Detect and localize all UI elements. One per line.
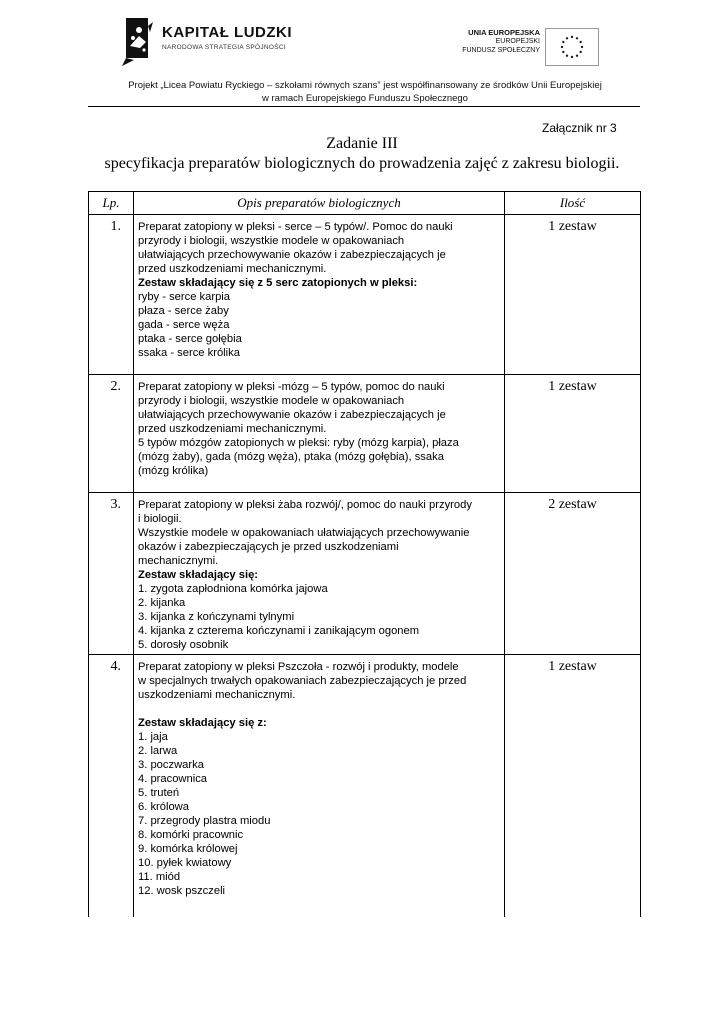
eu-union-label: UNIA EUROPEJSKA bbox=[468, 28, 540, 37]
description-line: ryby - serce karpia bbox=[138, 291, 231, 303]
set-heading: Zestaw składający się z 5 serc zatopionych w pleksi: bbox=[138, 277, 418, 289]
description-line: 12. wosk pszczeli bbox=[138, 885, 226, 897]
description-line: 9. komórka królowej bbox=[138, 843, 238, 855]
description-line: 3. poczwarka bbox=[138, 759, 204, 771]
description-line: Preparat zatopiony w pleksi żaba rozwój/, pomoc do nauki przyrody bbox=[138, 499, 472, 511]
description-line: 3. kijanka z kończynami tylnymi bbox=[138, 611, 295, 623]
row-description bbox=[134, 375, 505, 493]
annex-label: Załącznik nr 3 bbox=[542, 121, 617, 135]
row-quantity: 1 zestaw bbox=[505, 215, 641, 375]
row-number: 2. bbox=[89, 375, 134, 493]
set-heading: Zestaw składający się z: bbox=[138, 717, 267, 729]
row-description bbox=[134, 655, 505, 917]
description-line: 5. dorosły osobnik bbox=[138, 639, 229, 651]
header-description: Opis preparatów biologicznych bbox=[134, 192, 505, 215]
description-line: 2. kijanka bbox=[138, 597, 186, 609]
row-description bbox=[134, 493, 505, 655]
header-lp: Lp. bbox=[89, 192, 134, 215]
description-line: 5. truteń bbox=[138, 787, 180, 799]
table-row bbox=[89, 375, 641, 493]
description-line: przed uszkodzeniami mechanicznymi. bbox=[138, 423, 327, 435]
description-line: przyrody i biologii, wszystkie modele w opakowaniach bbox=[138, 395, 405, 407]
description-line: uszkodzeniami mechanicznymi. bbox=[138, 689, 296, 701]
description-line: (mózg żaby), gada (mózg węża), ptaka (mózg gołębia), ssaka bbox=[138, 451, 444, 463]
description-line: gada - serce węża bbox=[138, 319, 230, 331]
logo-title: KAPITAŁ LUDZKI bbox=[162, 24, 293, 41]
description-line: 7. przegrody plastra miodu bbox=[138, 815, 271, 827]
description-line: ułatwiających przechowywanie okazów i zabezpieczających je bbox=[138, 409, 446, 421]
row-number: 3. bbox=[89, 493, 134, 655]
document-subtitle: specyfikacja preparatów biologicznych do prowadzenia zajęć z zakresu biologii. bbox=[104, 155, 620, 172]
row-quantity: 2 zestaw bbox=[505, 493, 641, 655]
row-number: 4. bbox=[89, 655, 134, 917]
description-line: 2. larwa bbox=[138, 745, 178, 757]
row-number: 1. bbox=[89, 215, 134, 375]
spacer bbox=[138, 702, 500, 716]
description-line: 8. komórki pracownic bbox=[138, 829, 244, 841]
kapital-ludzki-mark-icon bbox=[120, 16, 154, 66]
specification-table bbox=[88, 191, 641, 917]
description-line: Preparat zatopiony w pleksi Pszczoła - rozwój i produkty, modele bbox=[138, 661, 459, 673]
row-quantity: 1 zestaw bbox=[505, 375, 641, 493]
description-line: 4. pracownica bbox=[138, 773, 208, 785]
description-line: ssaka - serce królika bbox=[138, 347, 240, 359]
eu-logo bbox=[448, 28, 598, 64]
description-line: 11. miód bbox=[138, 871, 181, 883]
eu-fund-label-1: EUROPEJSKI bbox=[495, 38, 540, 45]
description-line: 10. pyłek kwiatowy bbox=[138, 857, 232, 869]
description-line: okazów i zabezpieczających je przed uszkodzeniami bbox=[138, 541, 399, 553]
eu-fund-label-2: FUNDUSZ SPOŁECZNY bbox=[462, 47, 540, 54]
project-note-line-1: Projekt „Licea Powiatu Ryckiego – szkołami równych szans” jest współfinansowany ze środków Unii Europejskiej bbox=[128, 80, 602, 91]
description-line: 5 typów mózgów zatopionych w pleksi: ryby (mózg karpia), płaza bbox=[138, 437, 459, 449]
table-row bbox=[89, 493, 641, 655]
description-line: 6. królowa bbox=[138, 801, 189, 813]
header-quantity: Ilość bbox=[505, 192, 641, 215]
description-line: i biologii. bbox=[138, 513, 182, 525]
description-line: ułatwiających przechowywanie okazów i zabezpieczających je bbox=[138, 249, 446, 261]
eu-flag-icon bbox=[545, 28, 599, 66]
description-line: 1. zygota zapłodniona komórka jajowa bbox=[138, 583, 328, 595]
description-line: płaza - serce żaby bbox=[138, 305, 229, 317]
description-line: Wszystkie modele w opakowaniach ułatwiających przechowywanie bbox=[138, 527, 470, 539]
project-note-line-2: w ramach Europejskiego Funduszu Społecznego bbox=[262, 93, 468, 104]
header-divider bbox=[88, 106, 640, 107]
row-quantity: 1 zestaw bbox=[505, 655, 641, 917]
description-line: 1. jaja bbox=[138, 731, 168, 743]
description-line: Preparat zatopiony w pleksi - serce – 5 typów/. Pomoc do nauki bbox=[138, 221, 453, 233]
description-line: w specjalnych trwałych opakowaniach zabezpieczających je przed bbox=[138, 675, 467, 687]
set-heading: Zestaw składający się: bbox=[138, 569, 259, 581]
description-line: 4. kijanka z czterema kończynami i zanikającym ogonem bbox=[138, 625, 420, 637]
logo-subtitle: NARODOWA STRATEGIA SPÓJNOŚCI bbox=[162, 44, 286, 51]
table-row bbox=[89, 655, 641, 917]
project-note bbox=[60, 79, 670, 105]
description-line: przyrody i biologii, wszystkie modele w opakowaniach bbox=[138, 235, 405, 247]
description-line: (mózg królika) bbox=[138, 465, 209, 477]
description-line: przed uszkodzeniami mechanicznymi. bbox=[138, 263, 327, 275]
document-title: Zadanie III bbox=[326, 135, 398, 152]
kapital-ludzki-logo bbox=[120, 16, 293, 66]
description-line: mechanicznymi. bbox=[138, 555, 219, 567]
row-description bbox=[134, 215, 505, 375]
table-row bbox=[89, 215, 641, 375]
description-line: ptaka - serce gołębia bbox=[138, 333, 242, 345]
table-header-row bbox=[89, 192, 641, 215]
description-line: Preparat zatopiony w pleksi -mózg – 5 typów, pomoc do nauki bbox=[138, 381, 445, 393]
